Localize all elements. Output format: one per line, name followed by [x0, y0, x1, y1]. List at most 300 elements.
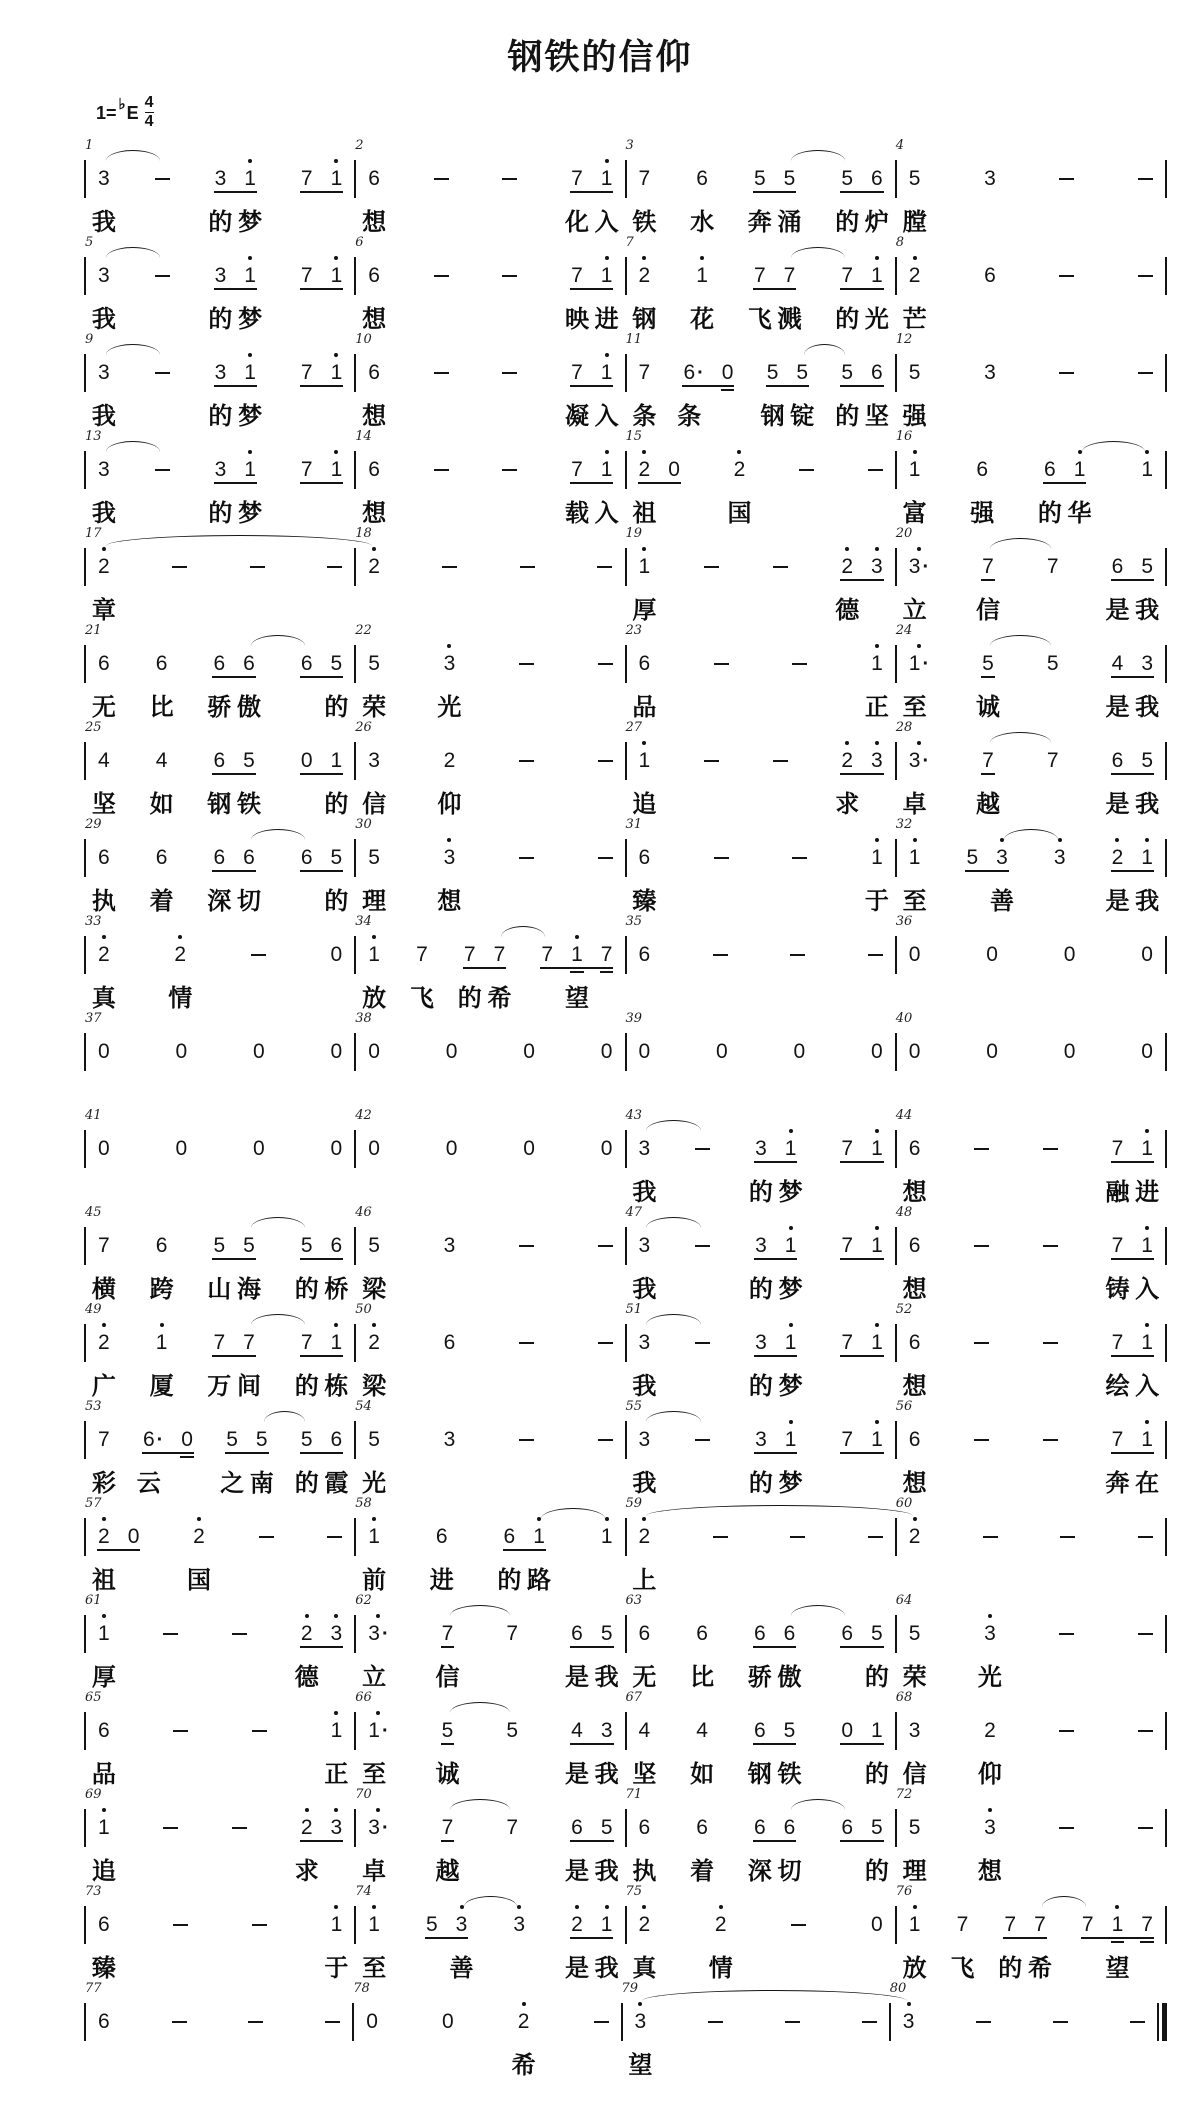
note-token	[639, 1425, 651, 1455]
lyric-syllable: 奔	[1105, 1470, 1130, 1497]
note-digit: 3	[443, 846, 456, 869]
note-digit: 2	[98, 943, 110, 966]
octave-dot	[1145, 1226, 1149, 1230]
note-digit: 2	[908, 1525, 921, 1548]
note-token	[1138, 261, 1153, 291]
note-token	[1112, 1134, 1124, 1164]
notes-row	[84, 817, 1167, 915]
note-token	[213, 843, 225, 873]
lyric-syllable: 梦	[238, 403, 263, 430]
note-token	[841, 552, 853, 582]
note-token	[1138, 164, 1153, 194]
lyric-syllable: 如	[149, 791, 174, 818]
tie-slur	[501, 926, 545, 937]
barline	[1165, 1033, 1167, 1071]
system	[0, 136, 1200, 236]
note-token	[251, 940, 266, 970]
note-digit: 1	[600, 167, 613, 190]
tonic-letter: E	[126, 102, 139, 123]
tie-slur	[646, 1120, 700, 1131]
note-token	[871, 1716, 883, 1746]
tie-slur	[791, 1799, 845, 1810]
octave-dot	[372, 547, 376, 551]
lyric-syllable: 的	[835, 403, 860, 430]
lyric-syllable: 仰	[977, 1761, 1002, 1788]
dash-hold	[598, 857, 613, 860]
note-token	[366, 2007, 378, 2037]
octave-dot	[638, 2002, 642, 2006]
measure-number: 39	[625, 1011, 643, 1026]
dash-hold	[502, 372, 517, 375]
lyric-syllable: 进	[429, 1567, 454, 1594]
note-token	[368, 1522, 380, 1552]
beam-group	[215, 455, 256, 485]
note-token	[1141, 1134, 1153, 1164]
note-token	[909, 1619, 921, 1649]
dash-hold	[868, 1536, 883, 1539]
octave-dot	[372, 1517, 376, 1521]
note-digit: 5	[368, 652, 380, 675]
measure-number: 9	[85, 332, 94, 347]
note-token	[533, 1522, 545, 1552]
note-token	[841, 1328, 853, 1358]
dash-hold	[714, 857, 729, 860]
note-token	[984, 358, 996, 388]
measure	[86, 649, 354, 679]
note-token	[1034, 1910, 1046, 1940]
measure	[86, 552, 354, 582]
measure	[86, 746, 354, 776]
note-token	[301, 261, 313, 291]
note-digit: 5	[330, 652, 343, 675]
barline	[1165, 1906, 1167, 1944]
note-digit: 1	[368, 1719, 380, 1742]
note-digit: 2	[193, 1525, 205, 1548]
note-digit: 6	[503, 1525, 516, 1548]
system	[0, 1300, 1200, 1400]
note-digit: 0	[523, 1040, 535, 1063]
note-digit: 5	[783, 167, 796, 190]
lyric-syllable: 傲	[777, 1664, 802, 1691]
octave-dot	[334, 1323, 338, 1327]
dash-hold	[1138, 178, 1153, 181]
note-token	[156, 746, 168, 776]
octave-dot	[334, 450, 338, 454]
measure-number: 10	[355, 332, 372, 347]
note-token	[368, 1231, 380, 1261]
lyric-syllable: 的	[208, 403, 233, 430]
note-token	[1141, 1231, 1153, 1261]
dash-hold	[598, 663, 613, 666]
measure-number: 79	[621, 1981, 639, 1996]
beam-group	[841, 1716, 882, 1746]
note-digit: 3	[214, 167, 227, 190]
note-token	[909, 358, 921, 388]
note-token	[1141, 940, 1153, 970]
barline	[1165, 1712, 1167, 1750]
note-digit: 0	[98, 1040, 110, 1063]
lyric-syllable: 广	[91, 1373, 116, 1400]
note-token	[1059, 164, 1074, 194]
dash-hold	[1138, 372, 1153, 375]
note-token	[368, 358, 380, 388]
barline	[1165, 1518, 1167, 1556]
lyric-syllable: 越	[976, 791, 1000, 818]
note-token	[871, 1231, 883, 1261]
note-digit: 7	[841, 1428, 854, 1451]
note-token	[722, 358, 734, 388]
note-token	[767, 358, 779, 388]
note-token	[244, 358, 256, 388]
octave-dot	[875, 741, 879, 745]
beam-group	[213, 649, 254, 679]
note-digit: 6	[976, 458, 989, 481]
beam-group	[213, 1328, 254, 1358]
note-token	[513, 1910, 525, 1940]
measure-number: 71	[625, 1787, 643, 1802]
note-token	[984, 261, 996, 291]
note-token	[1053, 2007, 1068, 2037]
lyric-syllable: 的	[835, 209, 860, 236]
note-token	[1112, 649, 1124, 679]
note-digit: 5	[368, 1234, 380, 1257]
note-digit: 3	[871, 555, 883, 578]
augmentation-dot: ·	[922, 555, 930, 578]
dash-hold	[434, 178, 449, 181]
note-token	[331, 940, 343, 970]
note-token	[639, 552, 651, 582]
lyric-syllable: 正	[324, 1761, 349, 1788]
note-digit: 1	[244, 264, 256, 287]
lyric-syllable: 栋	[324, 1373, 349, 1400]
lyric-syllable: 梦	[238, 209, 263, 236]
note-digit: 1	[871, 1331, 883, 1354]
note-digit: 6	[368, 458, 380, 481]
note-token	[871, 164, 883, 194]
lyric-syllable: 希	[1027, 1955, 1052, 1982]
measure	[86, 1522, 354, 1552]
lyric-syllable: 情	[168, 985, 193, 1012]
note-token	[713, 940, 728, 970]
note-digit: 6	[435, 1525, 448, 1548]
note-digit: 0	[1141, 943, 1153, 966]
note-digit: 7	[541, 943, 554, 966]
lyric-syllable: 荣	[362, 694, 387, 721]
beam-group	[966, 843, 1007, 873]
note-token	[519, 1328, 534, 1358]
lyric-syllable: 飞	[747, 306, 772, 333]
tie-slur	[646, 1505, 912, 1516]
note-token	[696, 1716, 708, 1746]
note-token	[1141, 1037, 1153, 1067]
note-digit: 0	[368, 1040, 380, 1063]
measure	[356, 1910, 624, 1940]
note-digit: 3	[638, 1234, 651, 1257]
octave-dot	[875, 644, 879, 648]
note-digit: 1	[98, 1622, 110, 1645]
beam-group	[301, 843, 342, 873]
note-token	[172, 552, 187, 582]
lyric-syllable: 正	[864, 694, 889, 721]
note-token	[155, 261, 170, 291]
note-token	[635, 2007, 647, 2037]
note-token	[713, 1522, 728, 1552]
note-token	[446, 1037, 458, 1067]
dash-hold	[519, 663, 534, 666]
octave-dot	[334, 1614, 338, 1618]
note-token	[571, 358, 583, 388]
note-token	[368, 746, 380, 776]
note-digit: 7	[1111, 1137, 1124, 1160]
note-digit: 0	[986, 943, 998, 966]
lyric-syllable: 情	[708, 1955, 733, 1982]
notes-row	[84, 1302, 1167, 1400]
lyric-syllable: 章	[91, 597, 116, 624]
dash-hold	[251, 954, 266, 957]
beam-group	[754, 261, 795, 291]
note-digit: 6	[368, 167, 380, 190]
note-digit: 2	[841, 749, 854, 772]
dash-hold	[974, 1245, 989, 1248]
measure-number: 45	[85, 1205, 102, 1220]
measure	[627, 746, 895, 776]
note-token	[1043, 1134, 1058, 1164]
beam-group	[571, 261, 612, 291]
lyric-syllable: 梦	[778, 1470, 803, 1497]
note-token	[523, 1037, 535, 1067]
note-token	[598, 649, 613, 679]
octave-dot	[102, 1614, 106, 1618]
barline	[1165, 1130, 1167, 1168]
note-token	[256, 1425, 268, 1455]
barline	[1165, 451, 1167, 489]
dash-hold	[155, 372, 170, 375]
measure	[86, 1134, 354, 1164]
note-token	[331, 1328, 343, 1358]
note-token	[773, 552, 788, 582]
measure	[897, 164, 1165, 194]
beam-group	[571, 358, 612, 388]
beam-group	[754, 164, 795, 194]
lyric-syllable: 希	[487, 985, 512, 1012]
lyric-syllable: 的	[864, 1664, 889, 1691]
note-digit: 7	[982, 749, 994, 772]
note-digit: 1	[600, 264, 613, 287]
note-digit: 1	[638, 749, 651, 772]
beam-group	[1082, 1910, 1153, 1940]
note-digit: 1	[784, 1234, 797, 1257]
measure	[86, 1910, 354, 1940]
note-token	[444, 843, 456, 873]
dash-hold	[502, 469, 517, 472]
octave-dot	[372, 1905, 376, 1909]
note-token	[442, 1619, 454, 1649]
note-digit: 6	[155, 1234, 168, 1257]
note-digit: 5	[368, 846, 380, 869]
beam-group	[841, 1425, 882, 1455]
note-digit: 0	[871, 1040, 883, 1063]
note-digit: 1	[784, 1137, 797, 1160]
note-token	[1138, 1522, 1153, 1552]
note-digit: 6	[571, 1622, 583, 1645]
measure	[86, 1231, 354, 1261]
lyric-syllable: 至	[902, 888, 927, 915]
note-digit: 0	[330, 1040, 343, 1063]
octave-dot	[605, 256, 609, 260]
dash-hold	[172, 2021, 187, 2024]
measure-number: 26	[355, 720, 372, 735]
lyric-syllable: 入	[1135, 1373, 1160, 1400]
barline	[1157, 2003, 1159, 2041]
tie-slur	[1004, 829, 1058, 840]
measure	[623, 2007, 889, 2037]
note-token	[639, 1037, 651, 1067]
note-digit: 7	[1111, 1234, 1124, 1257]
beam-group	[1112, 746, 1153, 776]
note-token	[841, 164, 853, 194]
note-digit: 7	[841, 1331, 854, 1354]
note-digit: 5	[330, 846, 343, 869]
note-token	[1138, 1813, 1153, 1843]
measure	[627, 455, 895, 485]
system	[0, 1688, 1200, 1788]
note-token	[841, 1619, 853, 1649]
note-token	[368, 843, 380, 873]
note-token	[714, 843, 729, 873]
lyric-syllable: 善	[990, 888, 1014, 915]
note-digit: 2	[638, 1525, 651, 1548]
lyric-syllable: 如	[690, 1761, 715, 1788]
note-token	[984, 1813, 996, 1843]
lyric-syllable: 想	[362, 403, 387, 430]
note-digit: 1	[696, 264, 708, 287]
note-token	[571, 1813, 583, 1843]
note-token	[594, 2007, 609, 2037]
tie-slur	[450, 1702, 511, 1713]
octave-dot	[334, 353, 338, 357]
note-digit: 1	[330, 1331, 343, 1354]
note-token	[434, 261, 449, 291]
note-token	[519, 1425, 534, 1455]
note-token	[523, 1134, 535, 1164]
note-token	[909, 455, 921, 485]
note-token	[156, 649, 168, 679]
note-token	[1141, 746, 1153, 776]
lyric-syllable: 是	[1105, 791, 1130, 818]
tie-slur	[990, 732, 1051, 743]
notes-row	[84, 720, 1167, 818]
note-token	[966, 843, 978, 873]
lyric-syllable: 厦	[149, 1373, 174, 1400]
note-digit: 3	[443, 1428, 456, 1451]
lyric-syllable: 之	[220, 1470, 245, 1497]
note-token	[871, 1813, 883, 1843]
measure-number: 47	[625, 1205, 643, 1220]
measure	[627, 552, 895, 582]
note-digit: 6	[638, 943, 651, 966]
notes-row	[84, 1108, 1167, 1206]
note-token	[639, 1328, 651, 1358]
notes-row	[84, 526, 1167, 624]
note-digit: 7	[243, 1331, 255, 1354]
note-digit: 0	[908, 1040, 921, 1063]
measure-number: 49	[85, 1302, 102, 1317]
octave-dot	[875, 1420, 879, 1424]
lyric-syllable: 傲	[236, 694, 261, 721]
lyric-syllable: 的	[294, 1373, 319, 1400]
note-digit: 6	[753, 1719, 766, 1742]
lyric-syllable: 万	[207, 1373, 232, 1400]
note-digit: 6	[243, 846, 255, 869]
note-token	[601, 1037, 613, 1067]
beam-group	[841, 1619, 882, 1649]
measure	[627, 1231, 895, 1261]
note-token	[244, 261, 256, 291]
flat-icon: ♭	[118, 96, 126, 113]
lyric-syllable: 绘	[1105, 1373, 1130, 1400]
lyric-syllable: 我	[594, 1664, 619, 1691]
lyric-syllable: 臻	[91, 1955, 116, 1982]
lyric-syllable: 厚	[632, 597, 657, 624]
note-digit: 6	[696, 1816, 708, 1839]
octave-dot	[789, 1420, 793, 1424]
note-token	[244, 164, 256, 194]
note-token	[368, 1328, 380, 1358]
octave-dot	[1145, 1129, 1149, 1133]
tie-slur	[1042, 1896, 1086, 1907]
measure	[897, 940, 1165, 970]
note-digit: 6	[841, 1622, 854, 1645]
note-digit: 5	[908, 167, 921, 190]
measure	[897, 843, 1165, 873]
octave-dot	[737, 450, 741, 454]
note-token	[444, 1231, 456, 1261]
dash-hold	[799, 469, 814, 472]
note-digit: 0	[175, 1040, 188, 1063]
lyric-syllable: 越	[435, 1858, 460, 1885]
note-token	[909, 1813, 921, 1843]
measure-number: 53	[85, 1399, 102, 1414]
lyric-syllable: 是	[1105, 888, 1130, 915]
measure-number: 1	[85, 138, 94, 153]
measure-number: 8	[895, 235, 905, 250]
note-token	[982, 746, 994, 776]
octave-dot	[1078, 450, 1082, 454]
note-token	[98, 1910, 110, 1940]
measure	[356, 1522, 624, 1552]
note-digit: 7	[783, 264, 796, 287]
lyric-syllable: 我	[594, 1955, 619, 1982]
lyric-syllable: 放	[362, 985, 387, 1012]
lyric-syllable: 信	[902, 1761, 927, 1788]
note-digit: 6	[783, 1816, 796, 1839]
note-token	[327, 1522, 342, 1552]
tie-slur	[990, 635, 1051, 646]
measure-number: 7	[625, 235, 634, 250]
dash-hold	[327, 1536, 342, 1539]
dash-hold	[502, 178, 517, 181]
note-token	[301, 746, 313, 776]
measure-number: 75	[625, 1884, 643, 1899]
dash-hold	[163, 1827, 178, 1830]
note-token	[215, 455, 227, 485]
measure-number: 34	[355, 914, 372, 929]
lyric-syllable: 理	[362, 888, 387, 915]
tie-slur	[990, 538, 1051, 549]
beam-group	[541, 940, 612, 970]
lyric-syllable: 信	[435, 1664, 460, 1691]
dash-hold	[792, 857, 807, 860]
